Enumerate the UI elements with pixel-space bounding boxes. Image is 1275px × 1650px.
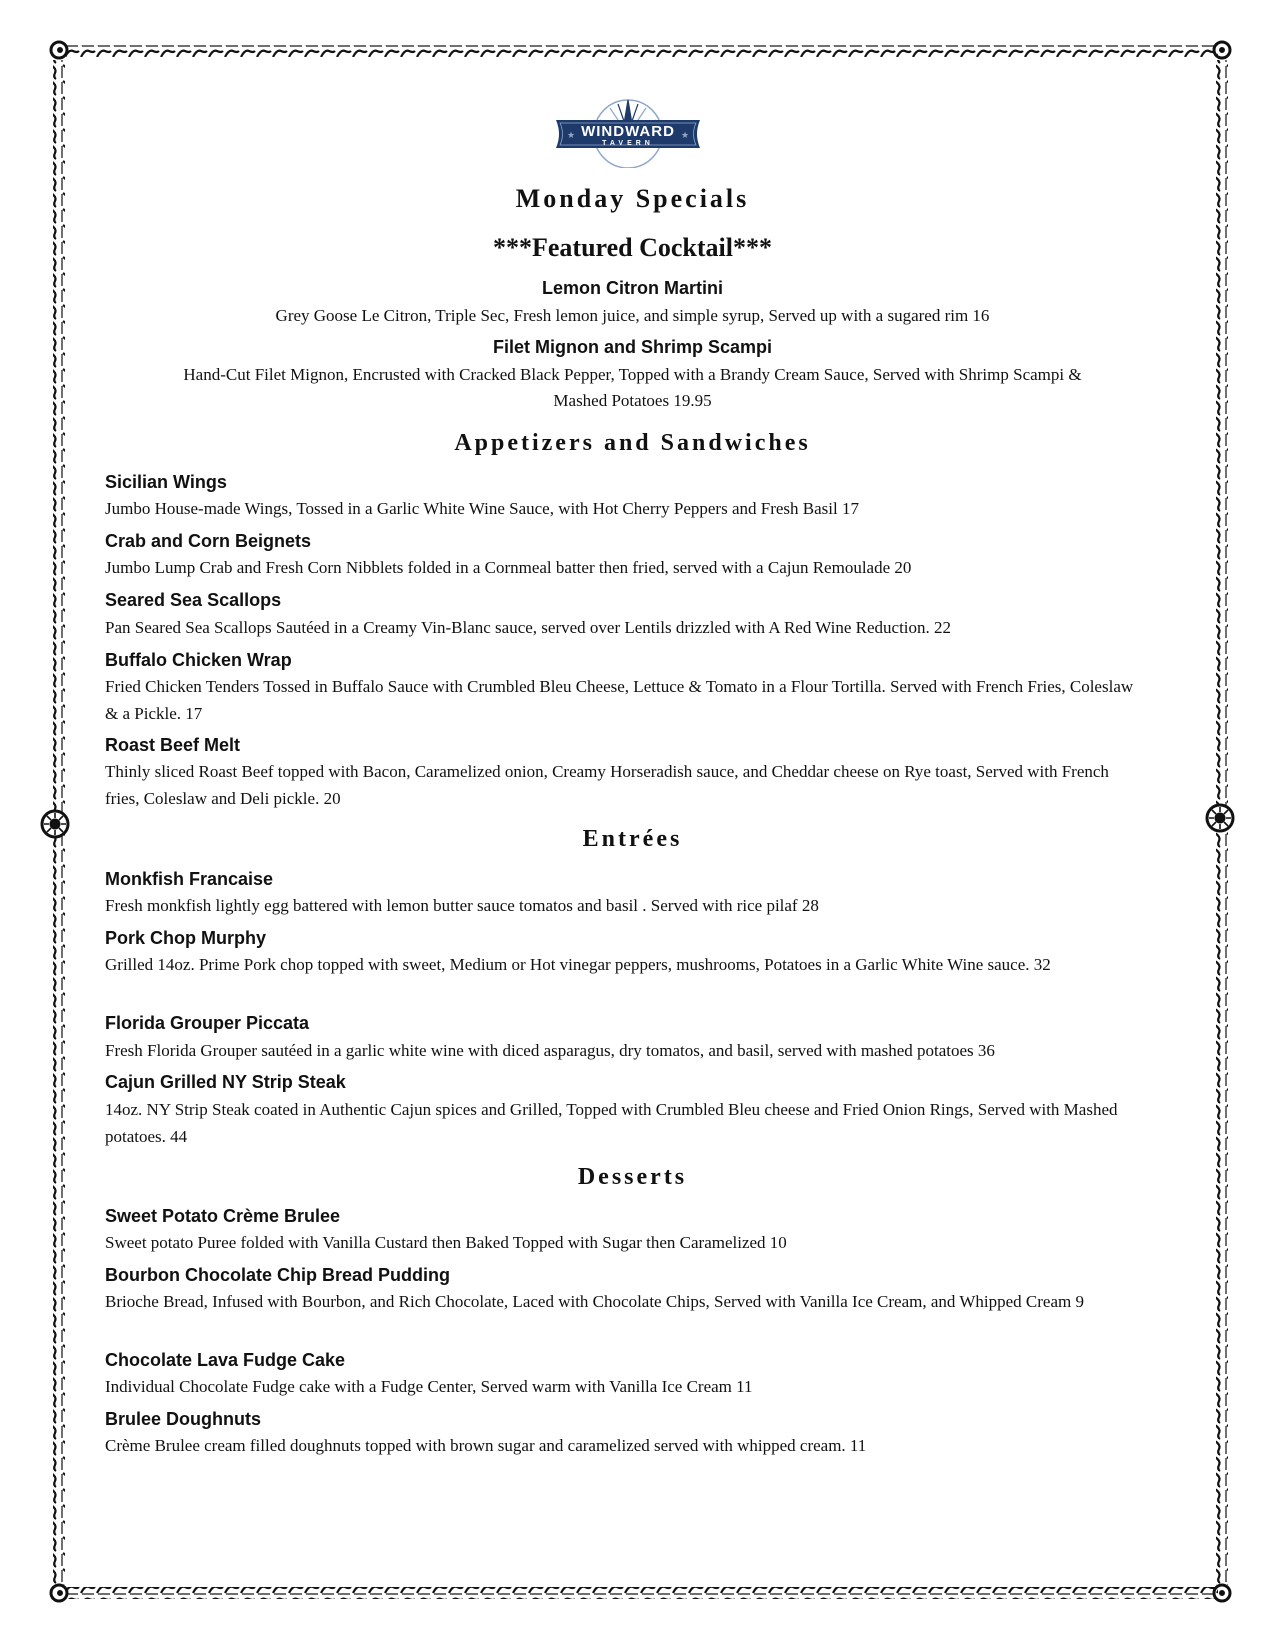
menu-item-name: Florida Grouper Piccata xyxy=(105,1013,310,1033)
menu-item-name: Pork Chop Murphy xyxy=(105,928,266,948)
menu-item-name: Chocolate Lava Fudge Cake xyxy=(105,1350,346,1370)
menu-item-description: Crème Brulee cream filled doughnuts topped with brown sugar and caramelized served with whipped cream. 11 xyxy=(105,1436,867,1455)
menu-item-description: Pan Seared Sea Scallops Sautéed in a Creamy Vin-Blanc sauce, served over Lentils drizzled with A Red Wine Reduction. 22 xyxy=(105,618,952,637)
featured-heading: ***Featured Cocktail*** xyxy=(493,233,772,262)
menu-item-name: Cajun Grilled NY Strip Steak xyxy=(105,1072,346,1092)
menu-item-description: Brioche Bread, Infused with Bourbon, and Rich Chocolate, Laced with Chocolate Chips, Served with Vanilla Ice Cream, and Whipped Cream 9 xyxy=(105,1292,1084,1311)
rope-top xyxy=(66,45,1218,57)
menu-item-name: Monkfish Francaise xyxy=(105,869,274,889)
section-title-appetizers: Appetizers and Sandwiches xyxy=(454,430,811,456)
section-title-desserts: Desserts xyxy=(577,1164,688,1190)
menu-item-name: Sicilian Wings xyxy=(105,472,227,492)
menu-item-name: Crab and Corn Beignets xyxy=(105,531,312,551)
menu-item-description: Fresh monkfish lightly egg battered with lemon butter sauce tomatos and basil . Served with rice pilaf 28 xyxy=(105,896,819,915)
menu-item-name: Brulee Doughnuts xyxy=(105,1409,261,1429)
menu-item-description: Individual Chocolate Fudge cake with a Fudge Center, Served warm with Vanilla Ice Cream 11 xyxy=(105,1377,753,1396)
featured-item-description: Hand-Cut Filet Mignon, Encrusted with Cracked Black Pepper, Topped with a Brandy Cream Sauce, Served with Shrimp Scampi & xyxy=(183,365,1082,384)
menu-item-name: Roast Beef Melt xyxy=(105,735,241,755)
menu-item-name: Seared Sea Scallops xyxy=(105,590,282,610)
menu-item-description: Jumbo House-made Wings, Tossed in a Garlic White Wine Sauce, with Hot Cherry Peppers and Fresh Basil 17 xyxy=(105,499,859,518)
logo-name: WINDWARD xyxy=(581,123,675,140)
menu-item-description: Sweet potato Puree folded with Vanilla Custard then Baked Topped with Sugar then Caramelized 10 xyxy=(105,1233,787,1252)
menu-item-name: Sweet Potato Crème Brulee xyxy=(105,1206,341,1226)
featured-item-name: Lemon Citron Martini xyxy=(542,278,723,298)
menu-item-name: Buffalo Chicken Wrap xyxy=(105,650,292,670)
menu-item-description: Grilled 14oz. Prime Pork chop topped with sweet, Medium or Hot vinegar peppers, mushrooms, Potatoes in a Garlic White Wine sauce. 32 xyxy=(105,955,1051,974)
logo-star-right: ★ xyxy=(681,131,690,141)
logo-star-left: ★ xyxy=(567,131,576,141)
menu-item-description: Jumbo Lump Crab and Fresh Corn Nibblets folded in a Cornmeal batter then fried, served with a Cajun Remoulade 20 xyxy=(105,558,912,577)
logo-subname: TAVERN xyxy=(602,140,654,147)
featured-item-description-line2: Mashed Potatoes 19.95 xyxy=(553,391,712,410)
featured-item-name: Filet Mignon and Shrimp Scampi xyxy=(492,337,773,357)
rope-bottom xyxy=(66,1587,1218,1599)
menu-item-description: 14oz. NY Strip Steak coated in Authentic Cajun spices and Grilled, Topped with Crumbled Bleu cheese and Fried Onion Rings, Served with Mashed potatoes. 44 xyxy=(105,1100,1118,1146)
page-title: Monday Specials xyxy=(515,184,750,213)
menu-item-description: Fresh Florida Grouper sautéed in a garlic white wine with diced asparagus, dry tomatos, and basil, served with mashed potatoes 36 xyxy=(105,1041,995,1060)
menu-item-name: Bourbon Chocolate Chip Bread Pudding xyxy=(105,1265,450,1285)
section-title-entrees: Entrées xyxy=(582,826,683,852)
featured-item-description: Grey Goose Le Citron, Triple Sec, Fresh lemon juice, and simple syrup, Served up with a sugared rim 16 xyxy=(275,306,990,325)
menu-item-description: Thinly sliced Roast Beef topped with Bacon, Caramelized onion, Creamy Horseradish sauce, and Cheddar cheese on Rye toast, Served with French fries, Coleslaw and Deli pickle. 20 xyxy=(105,762,1109,808)
windward-tavern-logo xyxy=(548,90,708,168)
menu-item-description: Fried Chicken Tenders Tossed in Buffalo Sauce with Crumbled Bleu Cheese, Lettuce & Tomato in a Flour Tortilla. Served with French Fries, Coleslaw & a Pickle. 17 xyxy=(105,677,1134,723)
